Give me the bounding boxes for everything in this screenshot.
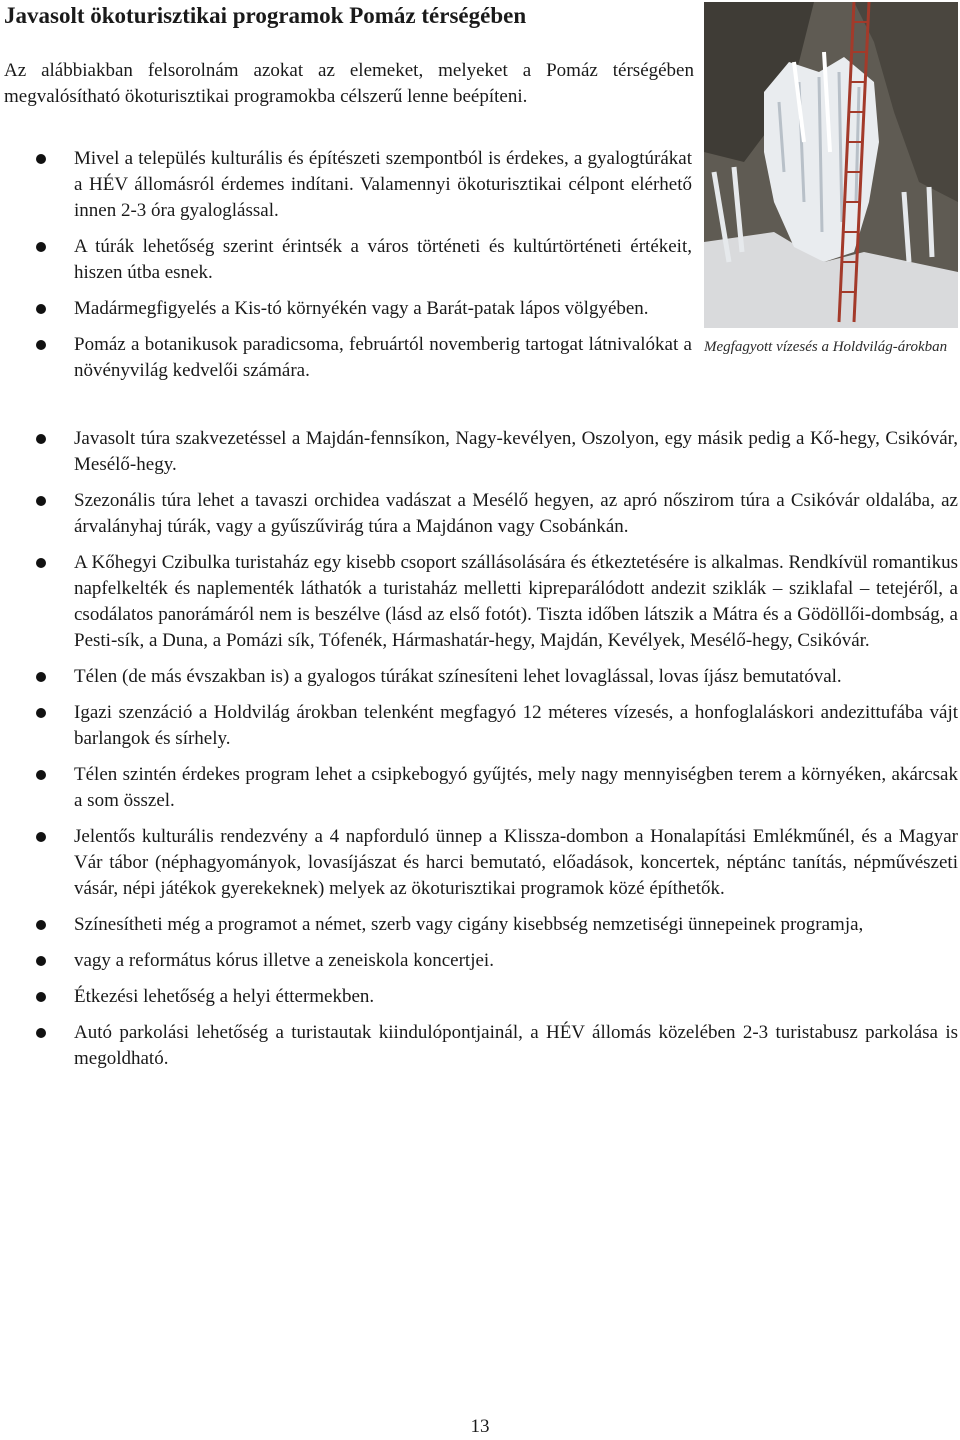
bullet-icon	[36, 992, 46, 1002]
intro-paragraph: Az alábbiakban felsorolnám azokat az elemeket, melyeket a Pomáz térségében megvalósítható ökoturisztikai programokba célszerű lenne beépíteni.	[4, 60, 694, 107]
list-item-text: Pomáz a botanikusok paradicsoma, februártól novemberig tartogat látnivalókat a növényvilág kedvelői számára.	[74, 334, 692, 381]
list-item-text: A Kőhegyi Czibulka turistaház egy kisebb csoport szállásolására és étkeztetésére is alkalmas. Rendkívül romantikus napfelkelték és naplementék láthatók a turistaház melletti kipreparálódott andezit sziklák – sziklafal – tetejéről, a csodálatos panorámáról nem is beszélve (lásd az első fotót). Tiszta időben látszik a Mátra és a Gödöllői-dombság, a Pesti-sík, a Duna, a Pomázi sík, Tófenék, Hármashatár-hegy, Majdán, Kevélyek, Mesélő-hegy, Csikóvár.	[74, 552, 958, 651]
list-item-text: Javasolt túra szakvezetéssel a Majdán-fennsíkon, Nagy-kevélyen, Oszolyon, egy másik pedig a Kő-hegy, Csikóvár, Mesélő-hegy.	[74, 428, 958, 475]
list-item	[36, 234, 692, 286]
bullet-icon	[36, 558, 46, 568]
page-title: Javasolt ökoturisztikai programok Pomáz térségében	[4, 3, 527, 28]
list-item	[36, 984, 958, 1010]
frozen-waterfall-photo	[704, 2, 958, 328]
list-item-text: Jelentős kulturális rendezvény a 4 napforduló ünnep a Klissza-dombon a Honalapítási Emlékműnél, és a Magyar Vár tábor (néphagyományok, lovasíjászat és harci bemutató, előadások, koncertek, néptánc tanítás, népművészeti vásár, népi játékok gyerekeknek) melyek az ökoturisztikai programok közé építhetők.	[74, 826, 958, 899]
list-item-text: A túrák lehetőség szerint érintsék a város történeti és kultúrtörténeti értékeit, hiszen útba esnek.	[74, 236, 692, 283]
list-item	[36, 912, 958, 938]
bullet-icon	[36, 920, 46, 930]
list-item	[36, 664, 958, 690]
list-item	[36, 488, 958, 540]
list-item	[36, 824, 958, 902]
bullet-icon	[36, 154, 46, 164]
bullet-icon	[36, 242, 46, 252]
list-item-text: Színesítheti még a programot a német, szerb vagy cigány kisebbség nemzetiségi ünnepeinek programja,	[74, 914, 864, 935]
list-item-text: Étkezési lehetőség a helyi éttermekben.	[74, 986, 375, 1007]
bullet-list-top	[36, 146, 692, 394]
bullet-icon	[36, 832, 46, 842]
list-item-text: Télen (de más évszakban is) a gyalogos túrákat színesíteni lehet lovaglással, lovas íjász bemutatóval.	[74, 666, 842, 687]
list-item-text: Szezonális túra lehet a tavaszi orchidea vadászat a Mesélő hegyen, az apró nőszirom túra a Csikóvár oldalába, az árvalányhaj túrák, vagy a gyűszűvirág túra a Majdánon vagy Csobánkán.	[74, 490, 958, 537]
list-item-text: Igazi szenzáció a Holdvilág árokban telenként megfagyó 12 méteres vízesés, a honfoglaláskori andezittufába vájt barlangok és sírhely.	[74, 702, 958, 749]
list-item-text: Mivel a település kulturális és építészeti szempontból is érdekes, a gyalogtúrákat a HÉV állomásról érdemes indítani. Valamennyi ökoturisztikai célpont elérhető innen 2-3 óra gyaloglással.	[74, 148, 692, 221]
list-item-text: Madármegfigyelés a Kis-tó környékén vagy a Barát-patak lápos völgyében.	[74, 298, 649, 319]
photo-illustration	[704, 2, 958, 328]
page-number: 13	[470, 1416, 490, 1437]
list-item	[36, 296, 692, 322]
list-item	[36, 550, 958, 654]
photo-caption: Megfagyott vízesés a Holdvilág-árokban	[704, 339, 948, 355]
bullet-icon	[36, 1028, 46, 1038]
list-item	[36, 1020, 958, 1072]
list-item	[36, 332, 692, 384]
bullet-icon	[36, 770, 46, 780]
bullet-icon	[36, 304, 46, 314]
bullet-icon	[36, 956, 46, 966]
list-item	[36, 426, 958, 478]
list-item	[36, 948, 958, 974]
list-item	[36, 762, 958, 814]
bullet-icon	[36, 672, 46, 682]
list-item-text: Autó parkolási lehetőség a turistautak kiindulópontjainál, a HÉV állomás közelében 2-3 turistabusz parkolása is megoldható.	[74, 1022, 958, 1069]
bullet-icon	[36, 708, 46, 718]
list-item-text: Télen szintén érdekes program lehet a csipkebogyó gyűjtés, mely nagy mennyiségben terem a környéken, akárcsak a som összel.	[74, 764, 958, 811]
list-item	[36, 146, 692, 224]
list-item	[36, 700, 958, 752]
bullet-icon	[36, 340, 46, 350]
bullet-list-bottom	[36, 426, 958, 1082]
bullet-icon	[36, 496, 46, 506]
bullet-icon	[36, 434, 46, 444]
list-item-text: vagy a református kórus illetve a zeneiskola koncertjei.	[74, 950, 494, 971]
